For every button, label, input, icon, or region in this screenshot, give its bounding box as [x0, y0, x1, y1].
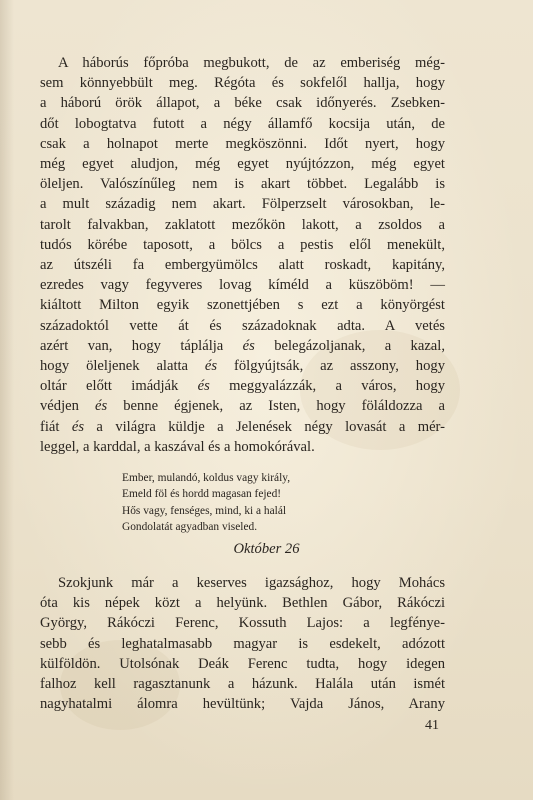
text-line: tarolt falvakban, zaklatott mezőkön lakott, a zsoldos a — [40, 216, 445, 233]
text-line: még egyet aludjon, még egyet nyújtózzon, még egyet — [40, 156, 445, 173]
text-line: falhoz kell ragasztanunk a házunk. Halála után ismét — [40, 676, 445, 693]
text-line: ezredes vagy fegyveres lovag kíméld a küszöböm! — — [40, 277, 445, 294]
text-line: kiáltott Milton egyik szonettjében s ezt a könyörgést — [40, 297, 445, 314]
text-line: György, Rákóczi Ferenc, Kossuth Lajos: a legfénye- — [40, 615, 445, 632]
text-line: védjen és benne égjenek, az Isten, hogy föláldozza a — [40, 398, 445, 415]
text-line: leggel, a karddal, a kaszával és a homokórával. — [40, 438, 315, 455]
text-line: külföldön. Utolsónak Deák Ferenc tudta, hogy idegen — [40, 655, 445, 672]
text-line: A háborús főpróba megbukott, de az emberiség még- — [58, 55, 445, 71]
text-line: az útszéli fa embergyümölcs alatt roskadt, kapitány, — [40, 257, 445, 274]
page-number: 41 — [425, 718, 439, 733]
text-line: dőt lobogtatva futott a négy államfő kocsija után, de — [40, 115, 445, 132]
text-line: oltár előtt imádják és meggyalázzák, a város, hogy — [40, 378, 445, 395]
paragraph-1 — [40, 53, 445, 457]
spine-shadow — [0, 0, 14, 800]
text-line: sem könnyebbült meg. Régóta és sokfelől hallja, hogy — [40, 75, 445, 92]
text-line: azért van, hogy táplálja és belegázoljanak, a kazal, — [40, 337, 445, 354]
text-line: csak a holnapot merte megköszönni. Időt nyert, hogy — [40, 135, 445, 152]
poem-quote — [122, 470, 290, 535]
text-line: óta kis népek közt a helyünk. Bethlen Gábor, Rákóczi — [40, 595, 445, 612]
text-line: tudós körébe taposott, a bölcs a pestis elől menekült, — [40, 236, 445, 253]
date-heading: Október 26 — [233, 541, 300, 557]
text-line: fiát és a világra küldje a Jelenések négy lovasát a mér- — [40, 418, 445, 435]
text-line: a háború örök állapot, a béke csak időnyerés. Zsebken- — [40, 95, 445, 112]
text-line: századoktól vette át és századoknak adta. A vetés — [40, 317, 445, 334]
text-line: sebb és leghatalmasabb magyar is esdekelt, adózott — [40, 635, 445, 652]
text-line: öleljen. Valószínűleg nem is akart többet. Legalább is — [40, 176, 445, 193]
poem-verse: Gondolatát agyadban viseled. — [122, 520, 258, 533]
poem-verse: Emeld föl és hordd magasan fejed! — [122, 488, 282, 501]
text-line: nagyhatalmi álomra hevültünk; Vajda János, Arany — [40, 696, 445, 713]
text-line: a mult századig nem akart. Fölperzselt városokban, le- — [40, 196, 445, 213]
poem-verse: Hős vagy, fenséges, mind, ki a halál — [122, 504, 287, 517]
text-line: Szokjunk már a keserves igazsághoz, hogy Mohács — [58, 575, 445, 591]
poem-verse: Ember, mulandó, koldus vagy király, — [122, 472, 291, 484]
paragraph-2 — [40, 573, 445, 714]
text-line: hogy öleljenek alatta és fölgyújtsák, az asszony, hogy — [40, 358, 445, 375]
